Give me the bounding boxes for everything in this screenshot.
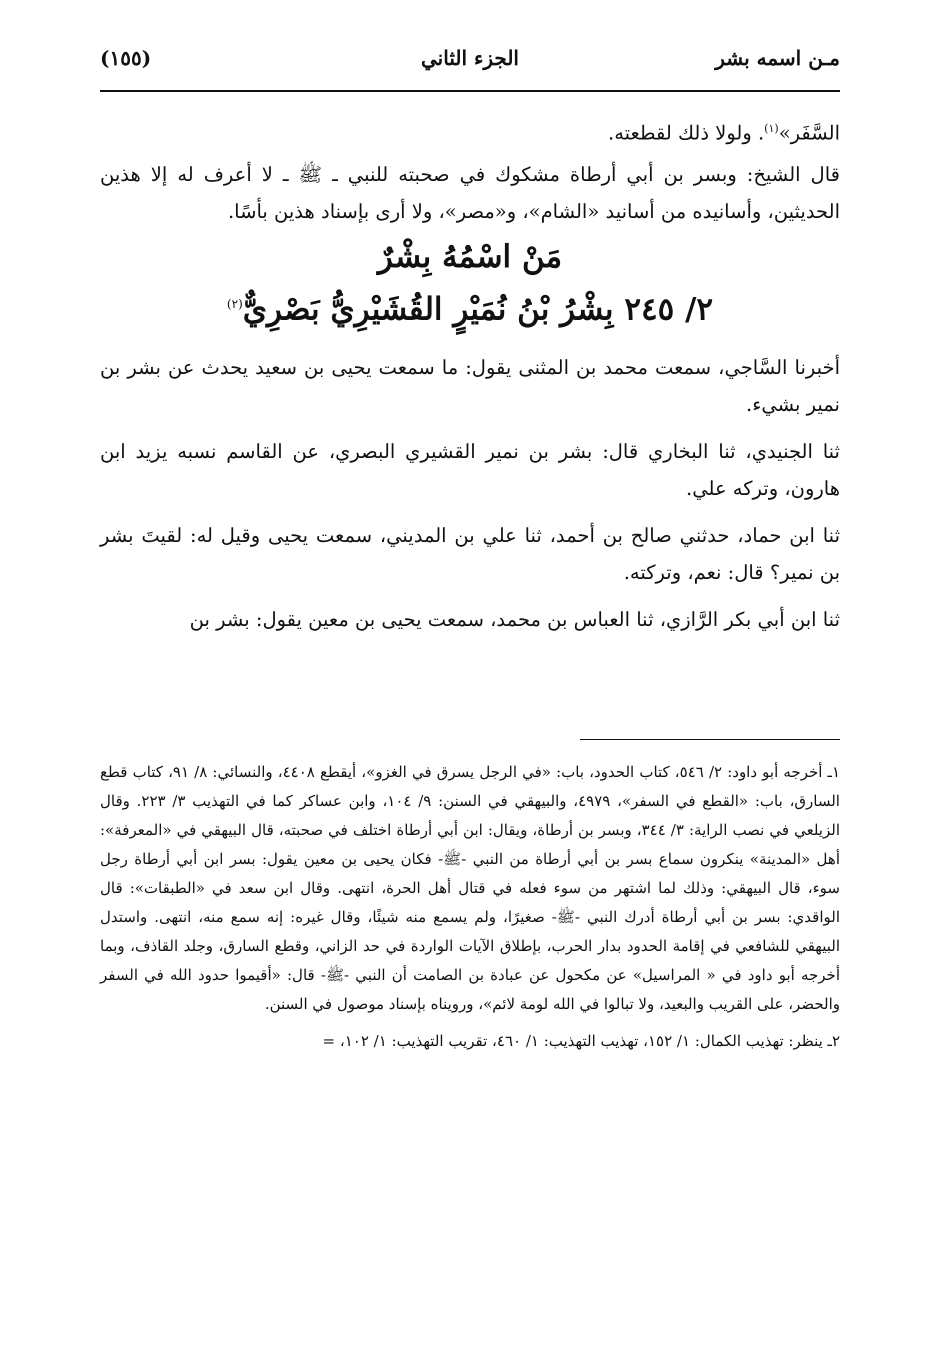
footnote-ref-1: (١) [764,122,779,135]
page-header [100,42,840,86]
footnote-ref-2: (٢) [226,296,243,311]
paragraph-1 [100,110,840,152]
paragraph-2: قال الشيخ: وبسر بن أبي أرطاة مشكوك في صحبته للنبي ـ ﷺ ـ لا أعرف له إلا هذين الحديثين، وأسانيده من أسانيد «الشام»، و«مصر»، ولا أرى بإسناد هذين بأسًا. [100,162,840,223]
footnote-2: ٢ـ ينظر: تهذيب الكمال: ١/ ١٥٢، تهذيب التهذيب: ١/ ٤٦٠، تقريب التهذيب: ١/ ١٠٢، = [322,1032,840,1050]
section-heading [100,234,840,333]
footnote-separator [580,739,840,740]
footnote-1: ١ـ أخرجه أبو داود: ٢/ ٥٤٦، كتاب الحدود، باب: «في الرجل يسرق في الغزو»، أيقطع ٤٤٠٨، والنسائي: ٨/ ٩١، كتاب قطع السارق، باب: «القطع في السفر»، ٤٩٧٩، والبيهقي في السنن: ٩/ ١٠٤، وابن عساكر كما في التهذيب ٣/ ٢٢٣. وقال الزيلعي في نصب الراية: ٣/ ٣٤٤، وبسر بن أرطاة، ويقال: ابن أبي أرطاة اختلف في صحبته، قال البيهقي في «المعرفة»: أهل «المدينة» ينكرون سماع بسر بن أبي أرطاة من النبي -ﷺ- فكان يحيى بن معين يقول: بسر ابن أبي أرطاة رجل سوء، قال البيهقي: وذلك لما اشتهر من سوء فعله في قتال أهل الحرة، انتهى. وقال ابن سعد في «الطبقات»: قال الواقدي: بسر بن أبي أرطاة أدرك النبي -ﷺ- صغيرًا، ولم يسمع منه شيئًا، وقال غيره: إنه سمع منه، انتهى. واستدل البيهقي للشافعي في إقامة الحدود بدار الحرب، بإطلاق الآيات الواردة في حد الزاني، وقطع السارق، وجلد القاذف، وبما أخرجه أبو داود في « المراسيل» عن مكحول عن عبادة بن الصامت أن النبي -ﷺ- قال: «أقيموا حدود الله في السفر والحضر، على القريب والبعيد، ولا تبالوا في الله لومة لائم»، ورويناه بإسناد موصول في السنن. [100,763,840,1013]
entry-title [100,280,840,333]
paragraph-5: ثنا ابن حماد، حدثني صالح بن أحمد، ثنا علي بن المديني، سمعت يحيى وقيل له: لقيتَ بشر بن نمير؟ قال: نعم، وتركته. [100,523,840,584]
paragraph-6: ثنا ابن أبي بكر الرَّازي، ثنا العباس بن محمد، سمعت يحيى بن معين يقول: بشر بن [189,607,840,631]
footnotes [100,758,840,1064]
header-rule [100,90,840,92]
running-title: مـن اسمه بشر [715,46,840,70]
paragraph-3: أخبرنا السَّاجي، سمعت محمد بن المثنى يقول: ما سمعت يحيى بن سعيد يحدث عن بشر بن نمير بشيء. [100,355,840,416]
paragraph-1-start: السَّفَر» [778,121,840,145]
volume-title: الجزء الثاني [421,46,519,70]
entry-title-text: ٢/ ٢٤٥ بِشْرُ بْنُ نُمَيْرٍ القُشَيْرِيُّ بَصْرِيٌّ [242,290,714,327]
section-title: مَنْ اسْمُهُ بِشْرٌ [377,238,563,275]
paragraph-4: ثنا الجنيدي، ثنا البخاري قال: بشر بن نمير القشيري البصري، عن القاسم نسبه يزيد ابن هارون، وتركه علي. [100,439,840,500]
main-text [100,110,840,648]
paragraph-1-rest: . ولولا ذلك لقطعته. [608,121,765,145]
page-number: (١٥٥) [100,46,152,70]
